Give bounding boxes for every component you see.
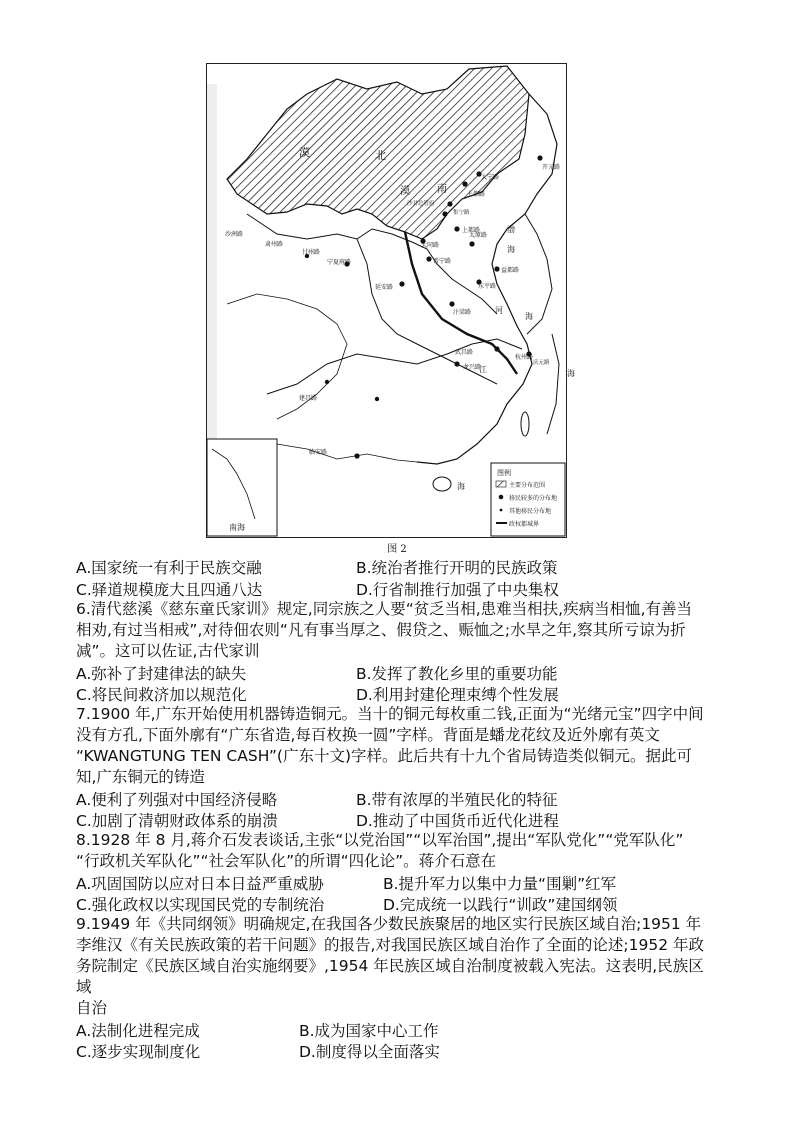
dot-yan-an [399,281,404,286]
q6-option-d[interactable]: D.利用封建伦理束缚个性发展 [356,686,559,704]
dot-longxing [454,361,459,366]
map-legend [491,463,565,536]
label-ganzhou: 甘州路 [302,249,321,256]
q8-option-d[interactable]: D.完成统一以践行“训政”建国纲领 [383,896,618,914]
q6-stem-line-1: 6.清代慈溪《慈东童氏家训》规定,同宗族之人要“贫乏当相,患难当相扶,疾病当相恤,有善当 [76,600,693,618]
label-wuchang: 武昌路 [455,349,474,356]
label-hai-4: 海 [457,482,465,491]
q8-option-a[interactable]: A.巩固国防以应对日本日益严重威胁 [76,875,324,893]
label-bei: 北 [375,149,386,162]
label-jining: 集宁路 [453,210,470,216]
dot-jinning [426,256,431,261]
label-ningxia: 宁夏府路 [327,259,352,266]
q6-option-b[interactable]: B.发挥了教化乡里的重要功能 [356,665,558,683]
label-dading: 大宁路 [481,174,500,181]
legend-title: 图例 [497,469,511,477]
label-shazhou: 沙洲路 [225,231,244,238]
q5-option-b[interactable]: B.统治者推行开明的民族政策 [356,559,558,577]
q9-option-a[interactable]: A.法制化进程完成 [76,1022,200,1040]
dot-wuchang [494,346,499,351]
q9-option-d[interactable]: D.制度得以全面落实 [299,1043,440,1061]
q8-option-c[interactable]: C.强化政权以实现国民党的专制统治 [76,896,325,914]
west-border [227,294,347,419]
q7-stem-line-4: 知,广东铜元的铸造 [76,768,205,786]
historical-map [206,63,575,538]
q8-stem-line-2: “行政机关军队化”“社会军队化”的所谓“四化论”。蒋介石意在 [76,852,497,870]
south-sea-inset [207,439,277,536]
q5-option-d[interactable]: D.行省制推行加强了中央集权 [356,581,559,599]
dot-kaiyuan [537,155,542,160]
dot-west [375,397,379,401]
label-suzhou: 肃州路 [265,241,284,248]
q6-stem-line-3: 减”。这可以佐证,古代家训 [76,642,260,660]
dot-jining [442,211,447,216]
q9-stem-line-5: 自治 [76,999,108,1017]
q9-stem-line-2: 李维汉《有关民族政策的若干问题》的报告,对我国民族区域自治作了全面的论述;1952 年政 [76,936,705,954]
dot-shajing [447,201,452,206]
dot-bianliang [449,301,454,306]
dot-shangdu [462,181,467,186]
dot-taiyuan [469,241,474,246]
q7-option-a[interactable]: A.便利了列强对中国经济侵略 [76,791,278,809]
label-he: 河 [495,306,503,315]
south-border [277,444,417,462]
margin-shade [207,84,217,444]
label-datong: 大同路 [421,242,440,249]
q7-option-c[interactable]: C.加剧了清朝财政体系的崩溃 [76,812,278,830]
label-yidu: 益都路 [501,267,520,274]
yellow-river [357,239,497,384]
q5-option-a[interactable]: A.国家统一有利于民族交融 [76,559,262,577]
label-dongping: 东平路 [478,283,497,290]
q7-stem-line-1: 7.1900 年,广东开始使用机器铸造铜元。当十的铜元每枚重二钱,正面为“光绪元宝”四字中间 [76,705,704,723]
label-bianliang: 汴梁路 [453,309,472,316]
legend-item-3: 其他移民分布地 [509,508,552,515]
hainan-island [433,477,451,491]
q7-stem-line-2: 没有方孔,下面外廓有“广东省造,每百枚换一圆”字样。背面是蟠龙花纹及近外廓有英文 [76,726,660,744]
label-nanhai: 南海 [229,523,245,532]
taiwan-island [521,412,529,436]
q9-stem-line-4: 域 [76,978,92,996]
label-shajing: 沙井总管府 [407,201,435,207]
legend-item-2: 移民较多的分布地 [509,495,558,502]
q7-stem-line-3: “KWANGTUNG TEN CASH”(广东十文)字样。此后共有十九个省局铸造类似铜元。据此可 [76,747,692,765]
label-hai-2: 海 [525,312,533,321]
label-bo: 渤 [507,225,515,234]
label-mo-south: 漠 [400,186,410,197]
q6-option-a[interactable]: A.弥补了封建律法的缺失 [76,665,247,683]
label-lin-an: 临安路 [309,449,328,456]
label-hai-3: 海 [567,369,575,378]
legend-hatch-swatch [496,481,506,487]
legend-dot-large [499,495,504,500]
label-shangdu: 上都路 [467,191,486,198]
label-mo: 漠 [299,146,310,159]
label-hai-1: 海 [507,245,515,254]
label-taiyuan: 太原路 [469,232,488,239]
label-qingyuan: 庆元路 [533,360,550,366]
label-hangzhou: 杭州路 [515,354,534,361]
dot-yidu [494,266,499,271]
q8-stem-line-1: 8.1928 年 8 月,蒋介石发表谈话,主张“以党治国”“以军治国”,提出“军队党化”“党军队化” [76,831,684,849]
q9-option-b[interactable]: B.成为国家中心工作 [299,1022,439,1040]
q7-option-b[interactable]: B.带有浓厚的半殖民化的特征 [356,791,558,809]
label-kaiyuan: 开元路 [542,164,561,171]
dot-shangdu2 [454,226,459,231]
label-jianchang: 建昌路 [299,395,318,402]
q9-stem-line-3: 务院制定《民族区域自治实施纲要》,1954 年民族区域自治制度被载入宪法。这表明,民族区 [76,957,704,975]
label-nan: 南 [437,184,447,195]
label-jinning: 晋宁路 [433,258,452,265]
q8-option-b[interactable]: B.提升军力以集中力量“围剿”红军 [383,875,617,893]
q9-option-c[interactable]: C.逐步实现制度化 [76,1043,201,1061]
q6-option-c[interactable]: C.将民间救济加以规范化 [76,686,247,704]
q7-option-d[interactable]: D.推动了中国货币近代化进程 [356,812,559,830]
legend-dot-small [500,509,503,512]
dot-lin-an [354,453,359,458]
japan-coast [547,334,559,434]
q5-option-c[interactable]: C.驿道规模庞大且四通八达 [76,581,263,599]
legend-item-1: 主要分布范围 [509,482,546,489]
legend-item-4: 政权都城界 [509,521,540,528]
label-longxing: 龙兴路 [463,364,482,371]
label-shangdu-lu: 上都路 [462,227,481,234]
figure-caption: 图 2 [387,544,407,555]
map-drawing [207,64,575,537]
q9-stem-line-1: 9.1949 年《共同纲领》明确规定,在我国各少数民族聚居的地区实行民族区域自治;1951 年 [76,915,702,933]
label-jiang: 江 [479,365,487,374]
dot-jianchang [325,380,329,384]
q6-stem-line-2: 相劝,有过当相戒”,对待佃农则“凡有事当厚之、假贷之、赈恤之;水旱之年,察其所亏谅为折 [76,621,686,639]
label-yan-an: 延安路 [375,284,394,291]
